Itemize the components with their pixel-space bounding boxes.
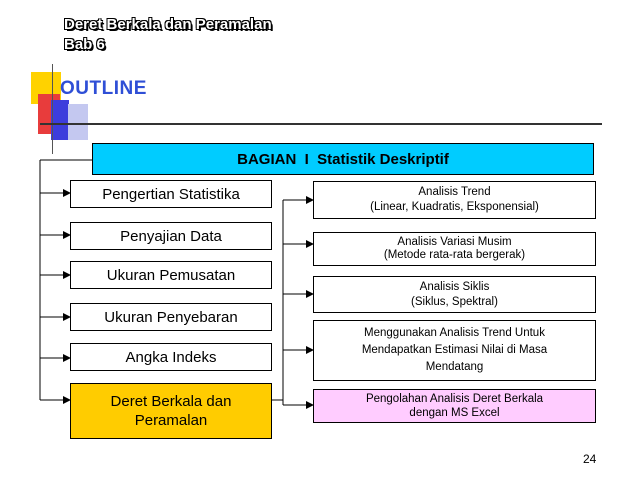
subtopic-line: (Metode rata-rata bergerak) xyxy=(383,249,526,261)
subtopic-line: Mendapatkan Estimasi Nilai di Masa xyxy=(361,344,548,356)
outline-heading: OUTLINE xyxy=(60,78,147,99)
slide-title-line1: Deret Berkala dan Peramalan xyxy=(64,16,272,33)
page-number: 24 xyxy=(583,452,597,466)
subtopic-line: dengan MS Excel xyxy=(409,407,500,419)
topic-label: Ukuran Penyebaran xyxy=(104,308,238,326)
topic-label: Deret Berkala dan Peramalan xyxy=(110,393,232,429)
topic-pengertian-statistika xyxy=(70,180,272,208)
subtopic-ms-excel xyxy=(313,389,596,423)
subtopic-line: Mendatang xyxy=(425,361,484,373)
topic-label: Penyajian Data xyxy=(120,227,222,245)
subtopic-line: (Siklus, Spektral) xyxy=(411,295,498,308)
section-title-box xyxy=(92,143,594,175)
slide-title-line2: Bab 6 xyxy=(64,36,105,53)
subtopic-line: Pengolahan Analisis Deret Berkala xyxy=(365,393,544,405)
topic-penyajian-data xyxy=(70,222,272,250)
subtopic-estimasi-nilai xyxy=(313,320,596,381)
topic-ukuran-pemusatan xyxy=(70,261,272,289)
subtopic-line: Analisis Variasi Musim xyxy=(397,236,512,248)
subtopic-analisis-siklis xyxy=(313,276,596,313)
topic-angka-indeks xyxy=(70,343,272,371)
subtopic-line: Analisis Trend xyxy=(418,186,491,198)
subtopic-line: Menggunakan Analisis Trend Untuk xyxy=(364,327,545,339)
subtopic-analisis-trend xyxy=(313,181,596,219)
topic-label: Pengertian Statistika xyxy=(102,185,240,203)
topic-label: Angka Indeks xyxy=(125,348,217,366)
section-title: BAGIAN I Statistik Deskriptif xyxy=(237,150,449,168)
subtopic-line: (Linear, Kuadratis, Eksponensial) xyxy=(370,201,539,213)
topic-deret-berkala xyxy=(70,383,272,439)
subtopic-line: Analisis Siklis xyxy=(419,280,490,293)
subtopic-variasi-musim xyxy=(313,232,596,266)
topic-label: Ukuran Pemusatan xyxy=(106,266,236,284)
topic-ukuran-penyebaran xyxy=(70,303,272,331)
